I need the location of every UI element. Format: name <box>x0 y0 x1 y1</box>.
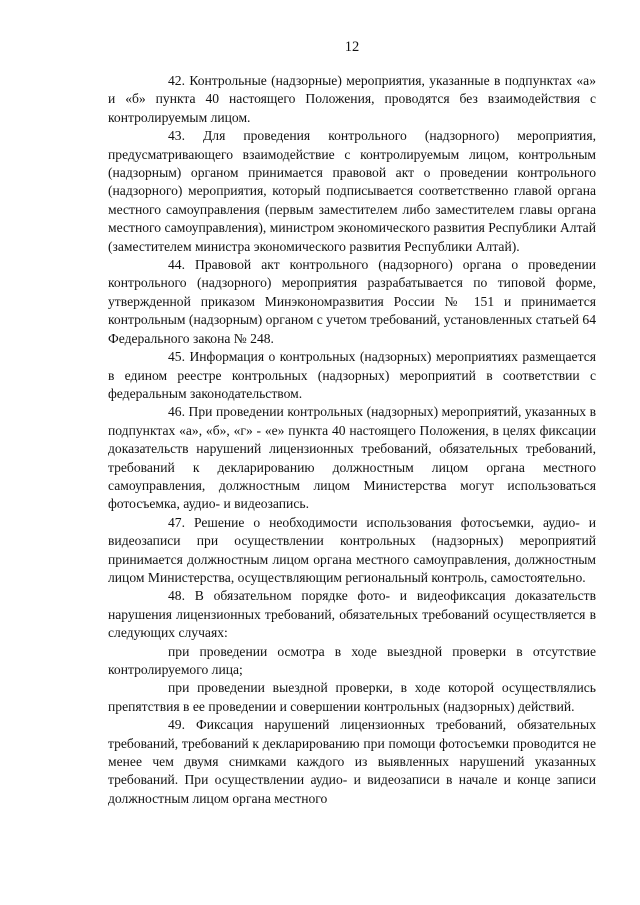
paragraph-49: 49. Фиксация нарушений лицензионных требований, обязательных требований, требований к декларированию при помощи фотосъемки проводится не менее чем двумя снимками каждого из выявленных нарушений указанных требований. При осуществлении аудио- и видеозаписи в начале и конце записи должностным лицом органа местного <box>108 717 596 806</box>
paragraph-44: 44. Правовой акт контрольного (надзорного) органа о проведении контрольного (надзорного) мероприятия разрабатывается по типовой форме, утвержденной приказом Минэкономразвития России № 151 и принимается контрольным (надзорным) органом с учетом требований, установленных статьей 64 Федерального закона № 248. <box>108 257 596 346</box>
paragraph-47: 47. Решение о необходимости использования фотосъемки, аудио- и видеозаписи при осуществлении контрольных (надзорных) мероприятий принимается должностным лицом органа местного самоуправления, должностным лицом Министерства, осуществляющим региональный контроль, самостоятельно. <box>108 514 596 585</box>
paragraph-45: 45. Информация о контрольных (надзорных) мероприятиях размещается в едином реестре контрольных (надзорных) мероприятий в соответствии с федеральным законодательством. <box>108 349 596 401</box>
page-number: 12 <box>344 39 360 55</box>
paragraph-48-case-1: при проведении осмотра в ходе выездной проверки в отсутствие контролируемого лица; <box>108 643 596 677</box>
paragraph-42: 42. Контрольные (надзорные) мероприятия, указанные в подпунктах «а» и «б» пункта 40 настоящего Положения, проводятся без взаимодействия с контролируемым лицом. <box>108 73 596 125</box>
document-page <box>108 38 596 808</box>
paragraph-48: 48. В обязательном порядке фото- и видеофиксация доказательств нарушения лицензионных требований, обязательных требований осуществляется в следующих случаях: <box>108 588 596 641</box>
paragraph-48-case-2: при проведении выездной проверки, в ходе которой осуществлялись препятствия в ее проведении и совершении контрольных (надзорных) действий. <box>108 680 596 714</box>
paragraph-43: 43. Для проведения контрольного (надзорного) мероприятия, предусматривающего взаимодействие с контролируемым лицом, контрольным (надзорным) органом принимается правовой акт о проведении контрольного (надзорного) мероприятия, который подписывается соответственно главой органа местного самоуправления (первым заместителем либо заместителем главы органа местного самоуправления), министром экономического развития Республики Алтай (заместителем министра экономического развития Республики Алтай). <box>108 128 596 254</box>
paragraph-46: 46. При проведении контрольных (надзорных) мероприятий, указанных в подпунктах «а», «б», «г» - «е» пункта 40 настоящего Положения, в целях фиксации доказательств нарушений лицензионных требований, обязательных требований, требований к декларированию должностным лицом органа местного самоуправления, должностным лицом Министерства могут использоваться фотосъемка, аудио- и видеозапись. <box>108 404 596 512</box>
